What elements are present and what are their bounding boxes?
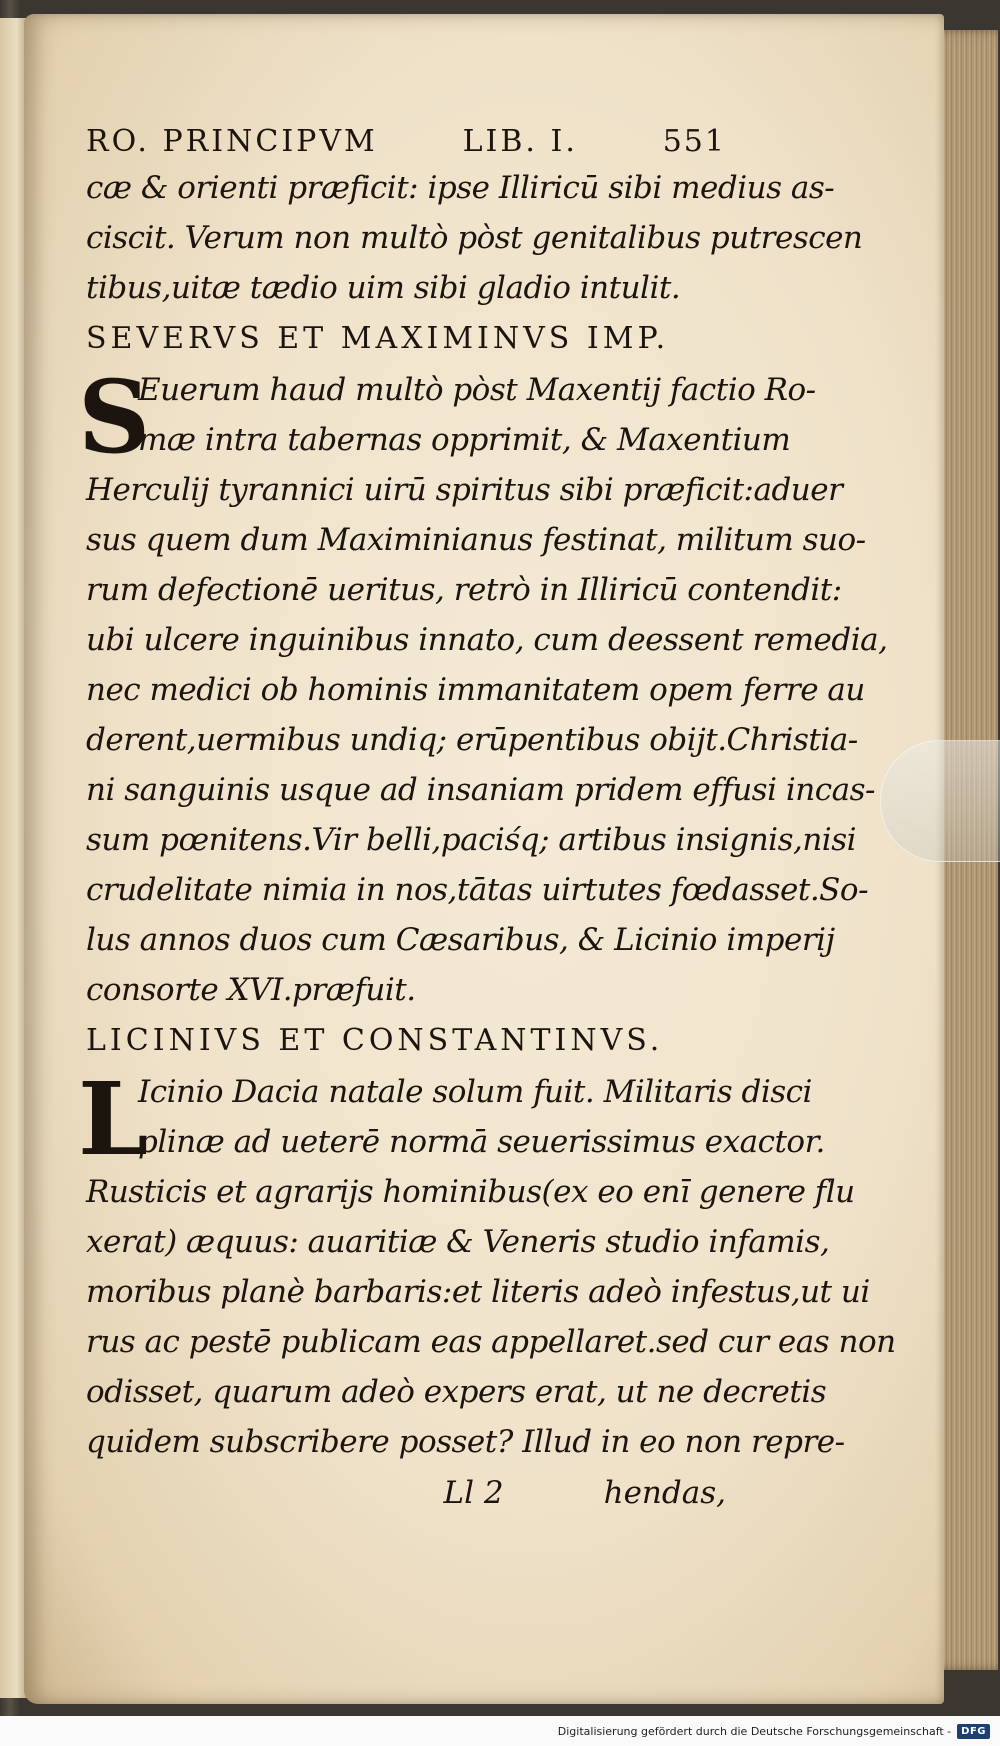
catchline [86,1467,726,1519]
text-line: sum pœnitens.Vir belli,paciśq; artibus insignis,nisi [86,822,857,858]
text-line: ni sanguinis usque ad insaniam pridem effusi incas- [86,772,875,808]
text-line: Rusticis et agrarijs hominibus(ex eo enī genere flu [86,1174,855,1210]
text-line: Icinio Dacia natale solum fuit. Militaris disci [138,1074,812,1110]
text-line: rus ac pestē publicam eas appellaret.sed cur eas non [86,1324,896,1360]
running-head [86,124,726,159]
funding-credit: Digitalisierung gefördert durch die Deutsche Forschungsgemeinschaft - [557,1724,952,1738]
text-line: crudelitate nimia in nos,tātas uirtutes fœdasset.So- [86,872,869,908]
text-line: rum defectionē ueritus, retrò in Illiricū contendit: [86,572,842,608]
text-line: mæ intra tabernas opprimit, & Maxentium [138,422,791,458]
book-page [24,14,944,1704]
book-number: LIB. I. [462,124,578,159]
text-line: quidem subscribere posset? Illud in eo non repre- [86,1424,845,1460]
text-line: ciscit. Verum non multò pòst genitalibus putrescen [86,220,863,256]
text-line: odisset, quarum adeò expers erat, ut ne decretis [86,1374,827,1410]
text-line: consorte XVI.præfuit. [86,972,416,1008]
text-line: lus annos duos cum Cæsaribus, & Licinio imperij [86,922,835,958]
page-clip [880,740,1000,862]
drop-cap: L [78,1060,149,1178]
section-heading: LICINIVS ET CONSTANTINVS. [86,1023,664,1058]
text-line: xerat) æquus: auaritiæ & Veneris studio infamis, [86,1224,830,1260]
opening-paragraph [86,163,863,313]
section-paragraph [78,1060,896,1467]
section-paragraph [78,358,888,1015]
text-line: Euerum haud multò pòst Maxentij factio Ro- [138,372,816,408]
digitization-footer [0,1716,1000,1746]
text-line: nec medici ob hominis immanitatem opem ferre au [86,672,865,708]
text-line: sus quem dum Maximinianus festinat, militum suo- [86,522,866,558]
dfg-logo: DFG [957,1724,990,1739]
drop-cap: S [78,358,151,476]
signature-mark: Ll 2 [443,1475,504,1511]
text-line: moribus planè barbaris:et literis adeò infestus,ut ui [86,1274,870,1310]
text-line: Herculij tyrannici uirū spiritus sibi præficit:aduer [86,472,843,508]
section-heading: SEVERVS ET MAXIMINVS IMP. [86,321,670,356]
text-line: derent,uermibus undiq; erūpentibus obijt.Christia- [86,722,858,758]
running-title: RO. PRINCIPVM [86,124,378,159]
catchword: hendas, [603,1475,726,1511]
text-block [78,124,896,1519]
page-number: 551 [662,124,726,159]
text-line: tibus,uitæ tædio uim sibi gladio intulit. [86,270,681,306]
text-line: plinæ ad ueterē normā seuerissimus exactor. [138,1124,825,1160]
text-line: ubi ulcere inguinibus innato, cum deessent remedia, [86,622,888,658]
text-line: cæ & orienti præficit: ipse Illiricū sibi medius as- [86,170,835,206]
